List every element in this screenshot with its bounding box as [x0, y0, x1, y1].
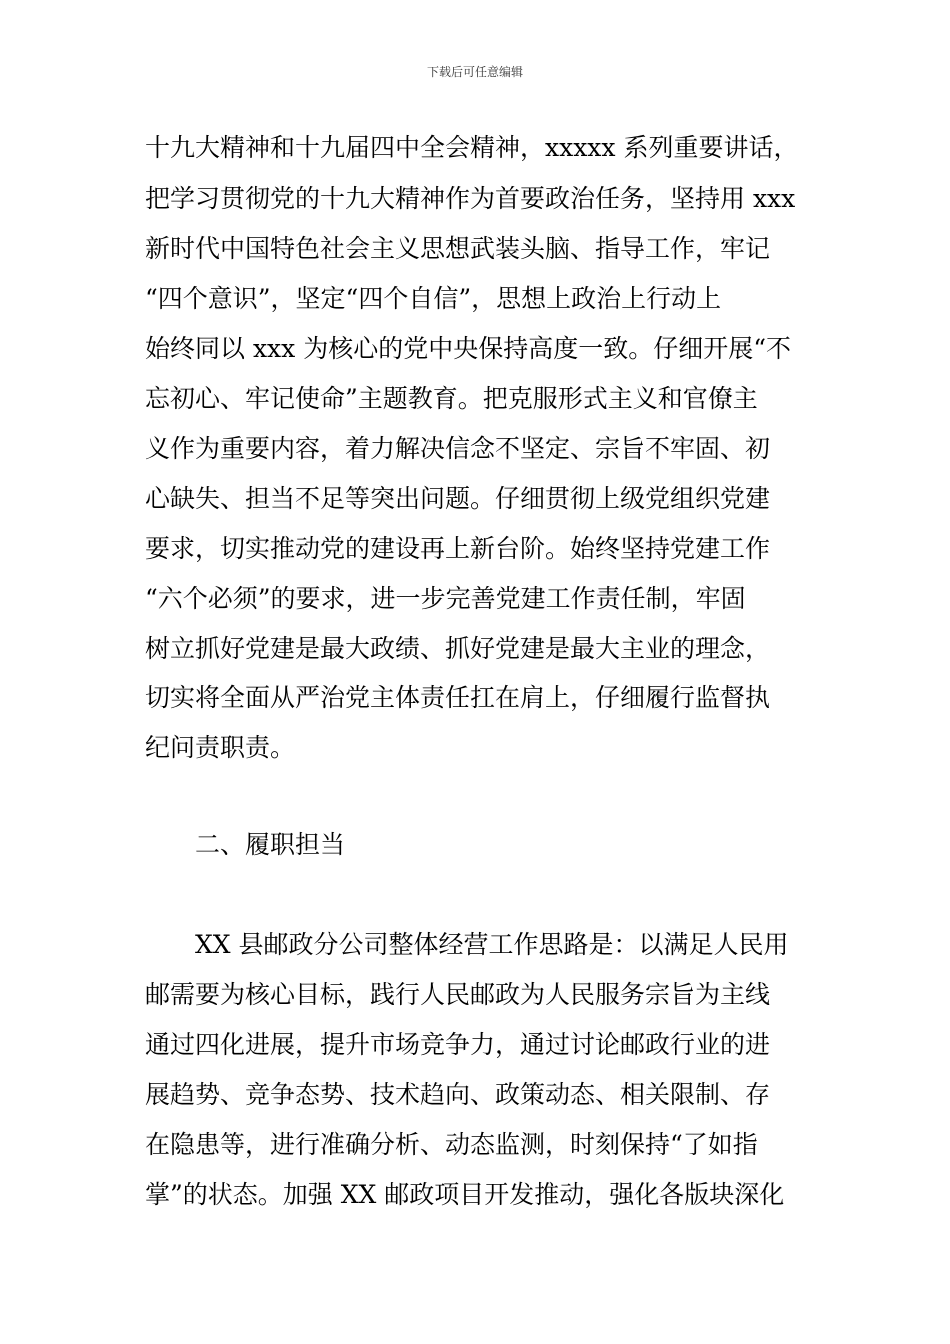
paragraph-line: 始终同以 xxx 为核心的党中央保持高度一致。仔细开展“不 [145, 334, 791, 363]
paragraph-line: 忘初心、牢记使命”主题教育。把克服形式主义和官僚主 [145, 384, 758, 413]
paragraph-line: 邮需要为核心目标，践行人民邮政为人民服务宗旨为主线 [145, 980, 771, 1009]
paragraph-line: 把学习贯彻党的十九大精神作为首要政治任务，坚持用 xxx [145, 184, 796, 213]
paragraph-line: XX 县邮政分公司整体经营工作思路是：以满足人民用 [195, 930, 789, 959]
section-heading: 二、履职担当 [195, 830, 346, 859]
page-header: 下载后可任意编辑 [426, 65, 523, 79]
paragraph-line: 义作为重要内容，着力解决信念不坚定、宗旨不牢固、初 [145, 434, 771, 463]
paragraph-line: 掌”的状态。加强 XX 邮政项目开发推动，强化各版块深化 [145, 1180, 785, 1209]
paragraph-line: 通过四化进展，提升市场竞争力，通过讨论邮政行业的进 [145, 1030, 771, 1059]
paragraph-line: 十九大精神和十九届四中全会精神，xxxxx 系列重要讲话， [145, 133, 799, 162]
paragraph-line: 在隐患等，进行准确分析、动态监测，时刻保持“了如指 [145, 1130, 758, 1159]
paragraph-line: “四个意识”，坚定“四个自信”，思想上政治上行动上 [145, 284, 722, 313]
paragraph-line: 纪问责职责。 [145, 733, 296, 762]
paragraph-line: 新时代中国特色社会主义思想武装头脑、指导工作，牢记 [145, 234, 771, 263]
paragraph-line: 心缺失、担当不足等突出问题。仔细贯彻上级党组织党建 [145, 484, 771, 513]
paragraph-line: 切实将全面从严治党主体责任扛在肩上，仔细履行监督执 [145, 683, 771, 712]
paragraph-line: 要求，切实推动党的建设再上新台阶。始终坚持党建工作 [145, 534, 771, 563]
paragraph-line: 树立抓好党建是最大政绩、抓好党建是最大主业的理念， [145, 634, 771, 663]
paragraph-line: 展趋势、竞争态势、技术趋向、政策动态、相关限制、存 [145, 1080, 771, 1109]
paragraph-line: “六个必须”的要求，进一步完善党建工作责任制，牢固 [145, 584, 746, 613]
